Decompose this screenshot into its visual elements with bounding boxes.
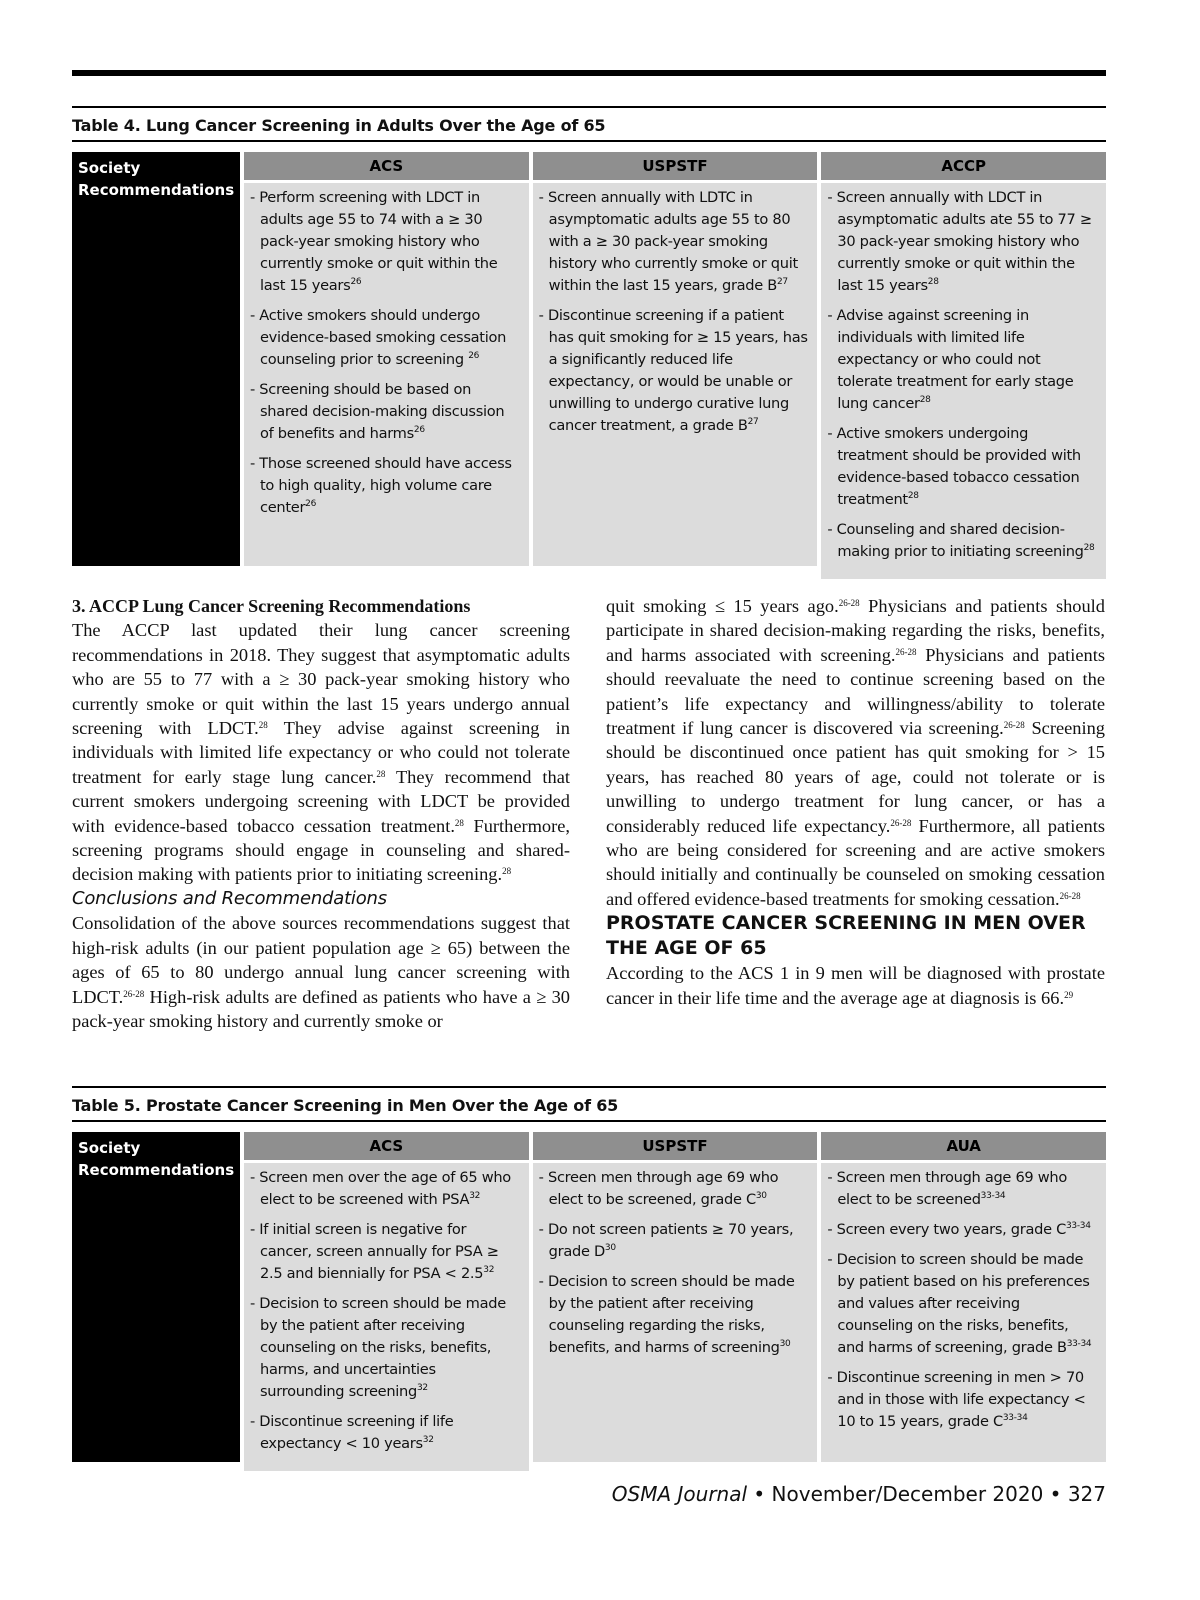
citation-ref: 26-28 <box>838 598 860 608</box>
table-column-uspstf <box>533 1132 818 1462</box>
column-header: USPSTF <box>533 152 818 180</box>
recommendation-item: - Screen annually with LDTC in asymptomatic adults age 55 to 80 with a ≥ 30 pack-year smoking history who currently smoke or quit within the last 15 years, grade $B^{27}$ <box>538 189 798 294</box>
recommendation-item: - Perform screening with LDCT in adults age 55 to 74 with a ≥ 30 pack-year smoking history who currently smoke or quit within the last 15 years$^{26}$ <box>250 189 498 294</box>
citation-ref: 26-28 <box>895 646 917 657</box>
citation-ref: 26 <box>305 499 317 509</box>
citation-ref: 29 <box>1064 989 1074 1000</box>
recommendation-item: - Advise against screening in individuals with limited life expectancy or who could not tolerate treatment for early stage lung cancer$^{28}$ <box>827 307 1074 412</box>
citation-ref: 28 <box>454 817 464 828</box>
column-cell <box>533 1163 818 1462</box>
citation-ref: 30 <box>779 1339 791 1349</box>
column-header: USPSTF <box>533 1132 818 1160</box>
citation-ref: 28 <box>376 768 386 779</box>
left-column <box>72 594 570 1033</box>
section-heading: 3. ACCP Lung Cancer Screening Recommendations <box>72 596 471 616</box>
citation-ref: 26-28 <box>1059 890 1081 901</box>
right-column <box>606 594 1105 1010</box>
recommendation-item: - Decision to screen should be made by the patient after receiving counseling regarding the risks, benefits, and harms of screening$^{30}$ <box>538 1273 795 1356</box>
citation-ref: 26 <box>468 351 480 361</box>
recommendation-item: - Decision to screen should be made by patient based on his preferences and values after receiving counseling on the risks, benefits, and harms of screening, grade $B^{33-34}$ <box>827 1251 1092 1356</box>
paragraph: Consolidation of the above sources recommendations suggest that high-risk adults (in our patient population age ≥ 65) between the ages of 65 to 80 undergo annual lung cancer screening with LDCT.$^{26-28}$ High-risk adults are defined as patients who have a ≥ 30 pack-year smoking history and currently smoke or <box>72 913 570 1031</box>
citation-ref: 30 <box>755 1191 767 1201</box>
recommendation-item: - Counseling and shared decision-making prior to initiating screening$^{28}$ <box>827 521 1095 560</box>
recommendation-item: - Discontinue screening in men > 70 and in those with life expectancy < 10 to 15 years, grade $C^{33-34}$ <box>827 1369 1086 1430</box>
recommendation-item: - Discontinue screening if a patient has quit smoking for ≥ 15 years, has a significantly reduced life expectancy, or would be unable or unwilling to undergo curative lung cancer treatment, a grade $B^{27}$ <box>538 307 808 434</box>
paragraph: The ACCP last updated their lung cancer screening recommendations in 2018. They suggest that asymptomatic adults who are 55 to 77 with a ≥ 30 pack-year smoking history who currently smoke or quit within the last 15 years undergo annual screening with LDCT.$^{28}$ They advise against screening in individuals with limited life expectancy or who could not tolerate treatment for early stage lung cancer.$^{28}$ They recommend that current smokers undergoing screening with LDCT be provided with evidence-based tobacco cessation treatment.$^{28}$ Furthermore, screening programs should engage in counseling and shared-decision making with patients prior to initiating screening.$^{28}$ <box>72 620 571 885</box>
citation-ref: 30 <box>604 1243 616 1253</box>
recommendation-item: - Decision to screen should be made by the patient after receiving counseling on the risks, benefits, harms, and uncertainties surrounding screening$^{32}$ <box>250 1295 506 1400</box>
recommendation-item: - Do not screen patients ≥ 70 years, grade $D^{30}$ <box>538 1221 794 1260</box>
citation-ref: 32 <box>469 1191 481 1201</box>
recommendation-item: - Screening should be based on shared decision-making discussion of benefits and harms$^{26}$ <box>250 381 505 442</box>
recommendation-item: - Screen annually with LDCT in asymptomatic adults ate 55 to 77 ≥ 30 pack-year smoking history who currently smoke or quit within the last 15 years$^{28}$ <box>827 189 1092 294</box>
citation-ref: 32 <box>483 1265 495 1275</box>
column-header: ACCP <box>821 152 1106 180</box>
column-cell <box>821 183 1106 579</box>
recommendation-item: - Screen men over the age of 65 who elect to be screened with PSA$^{32}$ <box>250 1169 511 1208</box>
table-column-aua <box>821 1132 1106 1462</box>
citation-ref: 26 <box>413 425 425 435</box>
citation-ref: 33-34 <box>980 1191 1006 1201</box>
section-heading: PROSTATE CANCER SCREENING IN MEN OVER THE AGE OF 65 <box>606 912 1086 960</box>
column-header: ACS <box>244 1132 529 1160</box>
citation-ref: 28 <box>927 277 939 287</box>
citation-ref: 28 <box>1083 543 1095 553</box>
citation-ref: 26-28 <box>123 988 145 999</box>
citation-ref: 26-28 <box>890 817 912 828</box>
citation-ref: 33-34 <box>1066 1339 1092 1349</box>
recommendation-item: - Screen men through age 69 who elect to be screened, grade $C^{30}$ <box>538 1169 779 1208</box>
citation-ref: 33-34 <box>1065 1221 1091 1231</box>
table-column-accp <box>821 152 1106 566</box>
table-column-uspstf <box>533 152 818 566</box>
paragraph: quit smoking ≤ 15 years ago.$^{26-28}$ Physicians and patients should participate in shared decision-making regarding the risks, benefits, and harms associated with screening.$^{26-28}$ Physicians and patients should reevaluate the need to continue screening based on the patient’s life expectancy and willingness/ability to tolerate treatment if lung cancer is discovered via screening.$^{26-28}$ Screening should be discontinued once patient has quit smoking for > 15 years, has reached 80 years of age, could not tolerate or is unwilling to undergo treatment for lung cancer, or has a considerably reduced life expectancy.$^{26-28}$ Furthermore, all patients who are being considered for screening and are active smokers should initially and continually be counseled on smoking cessation and offered evidence-based treatments for smoking cessation.$^{26-28}$ <box>606 596 1105 909</box>
citation-ref: 28 <box>502 866 512 877</box>
issue-info: • November/December 2020 • 327 <box>747 1482 1106 1506</box>
table-column-acs <box>244 152 529 566</box>
subheading: Conclusions and Recommendations <box>72 887 387 909</box>
recommendation-item: - Active smokers undergoing treatment should be provided with evidence-based tobacco cessation treatment$^{28}$ <box>827 425 1081 508</box>
table-side-label: Society Recommendations <box>72 1132 240 1462</box>
citation-ref: 32 <box>416 1383 428 1393</box>
recommendation-item: - If initial screen is negative for cancer, screen annually for PSA ≥ 2.5 and biennially for PSA < $2.5^{32}$ <box>250 1221 499 1282</box>
table-5 <box>72 1086 1106 1462</box>
citation-ref: 27 <box>747 417 759 427</box>
citation-ref: 26-28 <box>1003 720 1025 731</box>
column-cell <box>533 183 818 566</box>
table-title: Table 5. Prostate Cancer Screening in Men Over the Age of 65 <box>72 1086 1106 1122</box>
citation-ref: 28 <box>258 720 268 731</box>
page-footer <box>612 1482 1106 1506</box>
column-cell <box>244 183 529 566</box>
citation-ref: 32 <box>422 1435 434 1445</box>
table-4 <box>72 106 1106 566</box>
column-header: ACS <box>244 152 529 180</box>
column-cell <box>821 1163 1106 1462</box>
recommendation-item: - Discontinue screening if life expectancy < 10 years$^{32}$ <box>250 1413 454 1452</box>
table-title: Table 4. Lung Cancer Screening in Adults Over the Age of 65 <box>72 106 1106 142</box>
citation-ref: 33-34 <box>1002 1413 1028 1423</box>
journal-name: OSMA Journal <box>611 1482 748 1506</box>
citation-ref: 28 <box>919 395 931 405</box>
paragraph: According to the ACS 1 in 9 men will be diagnosed with prostate cancer in their life time and the average age at diagnosis is 66.29 <box>606 963 1105 1008</box>
column-cell <box>244 1163 529 1471</box>
top-rule <box>72 70 1106 76</box>
citation-ref: 28 <box>907 491 919 501</box>
recommendation-item: - Active smokers should undergo evidence-based smoking cessation counseling prior to screening $^{26}$ <box>250 307 507 368</box>
citation-ref: 26 <box>350 277 362 287</box>
table-side-label: Society Recommendations <box>72 152 240 566</box>
recommendation-item: - Screen every two years, grade $C^{33-34}$ <box>827 1221 1091 1238</box>
column-header: AUA <box>821 1132 1106 1160</box>
recommendation-item: - Screen men through age 69 who elect to be screened$^{33-34}$ <box>827 1169 1067 1208</box>
recommendation-item: - Those screened should have access to high quality, high volume care center$^{26}$ <box>250 455 512 516</box>
citation-ref: 27 <box>776 277 788 287</box>
table-column-acs <box>244 1132 529 1462</box>
